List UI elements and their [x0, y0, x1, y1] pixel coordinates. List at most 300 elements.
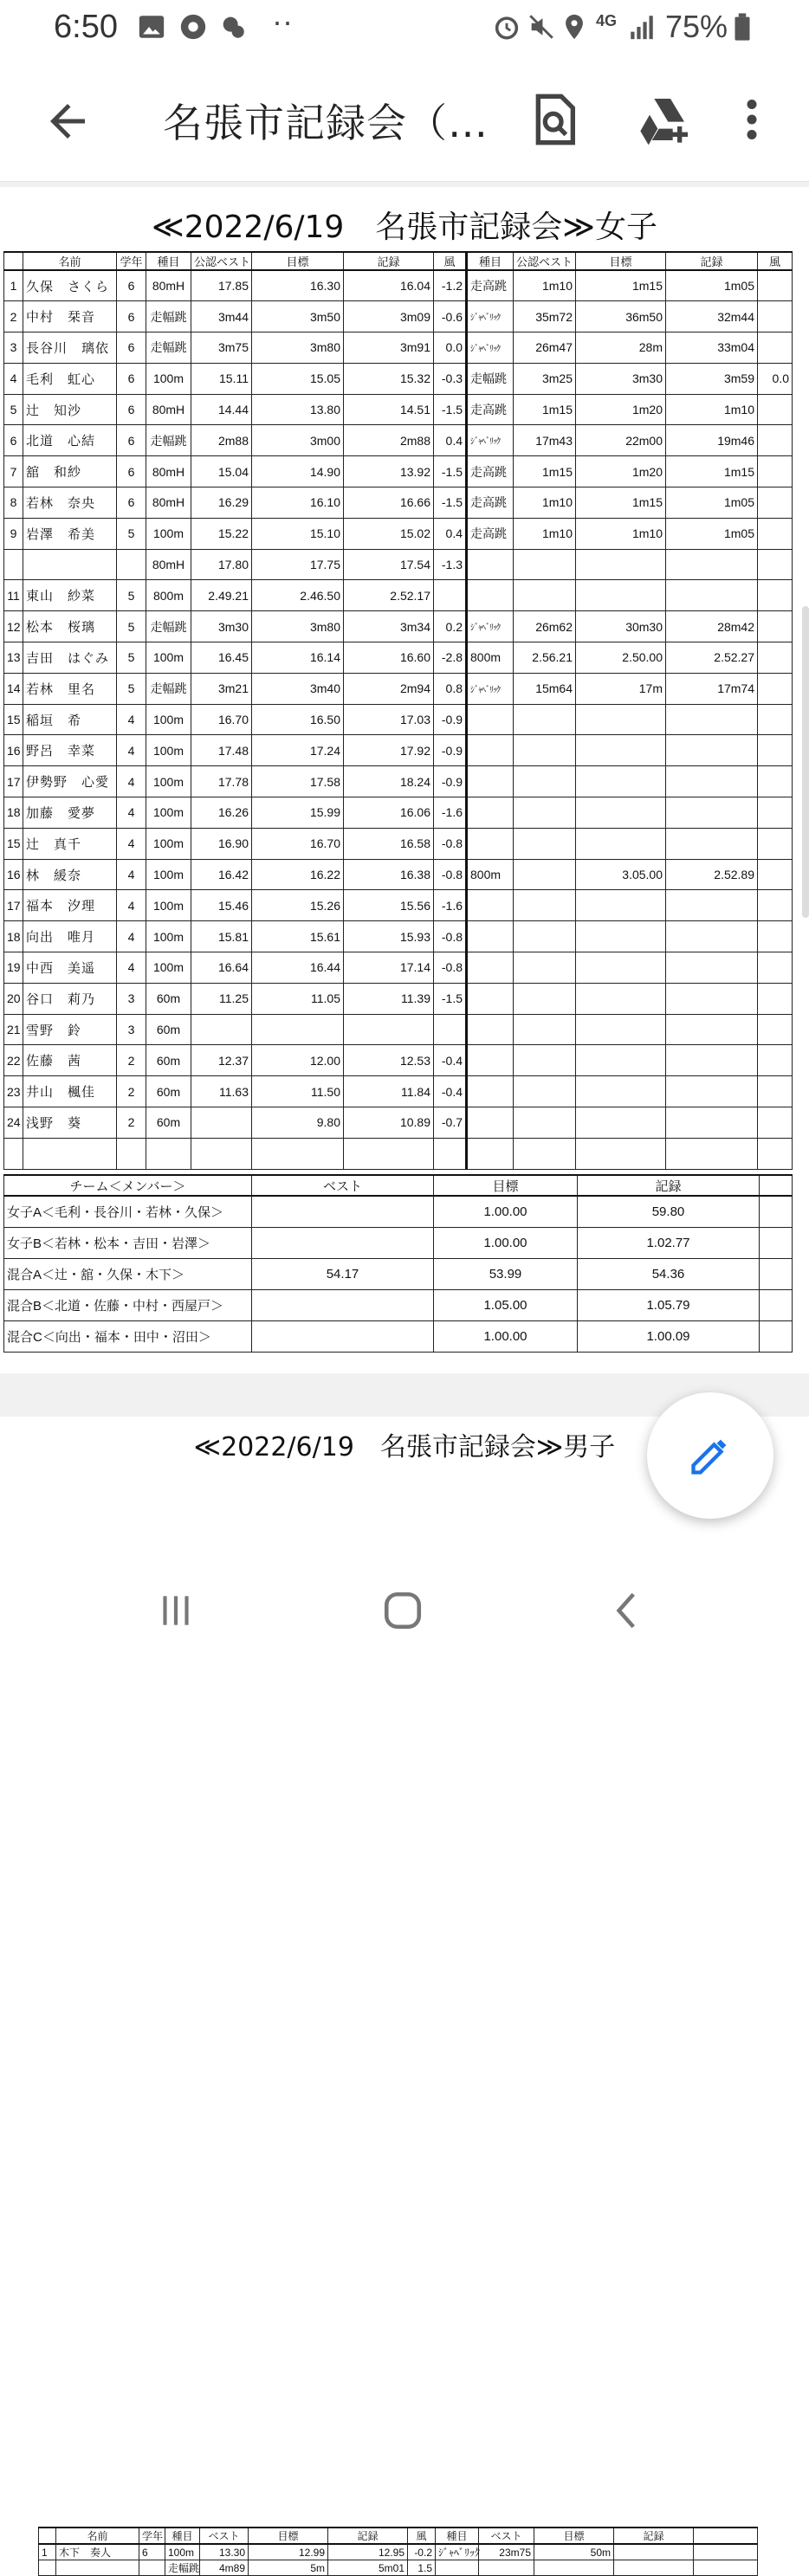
table-cell — [758, 983, 793, 1014]
table-cell: 4 — [117, 797, 146, 829]
boys-header-cell: 風 — [408, 2528, 436, 2544]
table-cell: 14.90 — [252, 456, 344, 487]
table-cell: 17.54 — [344, 549, 434, 580]
table-row — [4, 673, 793, 704]
table-cell: 800m — [146, 580, 191, 611]
table-cell: 0.0 — [758, 363, 793, 394]
header-cell: 公認ベスト — [514, 252, 576, 270]
table-cell: 12 — [4, 611, 23, 642]
table-cell — [576, 890, 666, 921]
scrollbar-thumb[interactable] — [802, 606, 809, 918]
boys-cell-blank — [694, 2560, 758, 2576]
table-cell: 1m10 — [514, 487, 576, 519]
table-cell — [434, 1138, 467, 1169]
table-cell: 2.56.21 — [514, 642, 576, 674]
table-cell: 加藤 愛夢 — [23, 797, 117, 829]
table-cell: 9 — [4, 518, 23, 549]
table-cell: 18 — [4, 797, 23, 829]
table-cell: 13.80 — [252, 394, 344, 425]
table-cell — [467, 1107, 514, 1139]
table-cell: 毛利 虹心 — [23, 363, 117, 394]
table-cell: -0.8 — [434, 859, 467, 890]
table-cell: -0.8 — [434, 921, 467, 952]
table-cell: 8 — [4, 487, 23, 519]
table-cell — [576, 549, 666, 580]
home-icon[interactable] — [381, 1589, 424, 1632]
table-cell: 11 — [4, 580, 23, 611]
table-cell: 4 — [117, 952, 146, 984]
table-cell: 28m — [576, 332, 666, 364]
table-cell: 4 — [117, 859, 146, 890]
table-cell: 走幅跳 — [146, 611, 191, 642]
table-cell: 稲垣 希 — [23, 704, 117, 735]
find-in-document-icon[interactable] — [527, 92, 582, 147]
table-cell: 17.58 — [252, 766, 344, 797]
table-cell: 18.24 — [344, 766, 434, 797]
team-row — [4, 1258, 793, 1289]
table-cell: 0.2 — [434, 611, 467, 642]
table-cell: 26m62 — [514, 611, 576, 642]
battery-icon — [733, 12, 752, 42]
table-cell — [514, 1045, 576, 1076]
boys-cell — [614, 2560, 694, 2576]
table-cell — [758, 487, 793, 519]
header-cell: 公認ベスト — [191, 252, 252, 270]
table-cell: 5 — [117, 611, 146, 642]
table-cell: 3m34 — [344, 611, 434, 642]
table-cell: 16 — [4, 859, 23, 890]
team-cell: 混合C＜向出・福本・田中・沼田＞ — [4, 1320, 252, 1352]
table-cell: 16.70 — [252, 828, 344, 859]
table-cell: -0.4 — [434, 1076, 467, 1107]
table-row — [4, 611, 793, 642]
table-cell: 中村 栞音 — [23, 301, 117, 332]
table-cell — [117, 1138, 146, 1169]
table-cell — [758, 1045, 793, 1076]
table-cell: 0.8 — [434, 673, 467, 704]
table-cell — [514, 1014, 576, 1045]
table-cell — [514, 704, 576, 735]
table-cell — [467, 580, 514, 611]
table-cell: 20 — [4, 983, 23, 1014]
table-cell: -2.8 — [434, 642, 467, 674]
table-cell: 3m50 — [252, 301, 344, 332]
table-cell: 走高跳 — [467, 518, 514, 549]
header-cell: 種目 — [146, 252, 191, 270]
boys-header-cell: 名前 — [56, 2528, 139, 2544]
table-cell: 0.0 — [434, 332, 467, 364]
table-cell — [666, 704, 758, 735]
table-cell — [191, 1107, 252, 1139]
boys-header-cell: ベスト — [479, 2528, 534, 2544]
app-bar — [0, 57, 809, 182]
team-cell: 1.05.79 — [578, 1289, 760, 1320]
document-viewer[interactable] — [0, 182, 809, 2574]
table-cell: 5 — [117, 642, 146, 674]
table-cell: 3m40 — [252, 673, 344, 704]
table-row — [4, 487, 793, 519]
table-cell: 100m — [146, 704, 191, 735]
table-cell — [576, 735, 666, 766]
table-cell — [514, 859, 576, 890]
table-cell: 17m — [576, 673, 666, 704]
table-cell — [467, 1045, 514, 1076]
table-cell — [666, 921, 758, 952]
table-cell: -1.5 — [434, 487, 467, 519]
table-cell — [467, 983, 514, 1014]
table-cell — [576, 1014, 666, 1045]
table-cell: 17.85 — [191, 270, 252, 301]
table-cell: 60m — [146, 1076, 191, 1107]
table-row — [4, 425, 793, 456]
table-cell — [758, 518, 793, 549]
girls-results-table — [3, 251, 793, 1170]
team-cell-blank — [760, 1227, 793, 1258]
table-cell — [576, 766, 666, 797]
table-cell — [758, 828, 793, 859]
table-cell: 舘 和紗 — [23, 456, 117, 487]
boys-cell: 5m01 — [328, 2560, 408, 2576]
table-cell — [758, 766, 793, 797]
header-cell: 目標 — [252, 252, 344, 270]
header-cell-blank — [4, 252, 23, 270]
table-cell: 3m30 — [576, 363, 666, 394]
table-cell: 4 — [117, 828, 146, 859]
table-cell: 16.44 — [252, 952, 344, 984]
table-cell: -1.2 — [434, 270, 467, 301]
boys-cell: 走幅跳 — [165, 2560, 200, 2576]
table-cell — [467, 890, 514, 921]
boys-cell — [39, 2560, 56, 2576]
table-cell: 中西 美遥 — [23, 952, 117, 984]
table-cell — [666, 1076, 758, 1107]
table-cell: 800m — [467, 642, 514, 674]
boys-results-table — [38, 2527, 758, 2576]
team-row — [4, 1289, 793, 1320]
table-cell: ｼﾞｬﾍﾞﾘｯｸ — [467, 673, 514, 704]
table-cell: 11.05 — [252, 983, 344, 1014]
table-cell — [758, 673, 793, 704]
table-cell: 0.4 — [434, 425, 467, 456]
table-cell: 2m94 — [344, 673, 434, 704]
team-cell: 1.05.00 — [434, 1289, 578, 1320]
table-cell — [252, 1138, 344, 1169]
table-cell: 16.06 — [344, 797, 434, 829]
boys-cell: ｼﾞｬﾍﾞﾘｯｸ — [436, 2544, 479, 2560]
table-cell: 谷口 莉乃 — [23, 983, 117, 1014]
table-cell — [758, 456, 793, 487]
table-cell: 17.14 — [344, 952, 434, 984]
table-cell: 3m80 — [252, 611, 344, 642]
table-cell — [666, 983, 758, 1014]
table-cell — [467, 828, 514, 859]
table-cell: 16.29 — [191, 487, 252, 519]
boys-cell: 12.99 — [249, 2544, 328, 2560]
table-cell: 3 — [117, 1014, 146, 1045]
table-cell: 100m — [146, 828, 191, 859]
table-cell: 21 — [4, 1014, 23, 1045]
boys-header-cell: 種目 — [165, 2528, 200, 2544]
table-cell: 100m — [146, 735, 191, 766]
table-cell: 1m15 — [576, 487, 666, 519]
table-cell: 3m75 — [191, 332, 252, 364]
table-cell: 100m — [146, 921, 191, 952]
table-cell: 33m04 — [666, 332, 758, 364]
table-cell: 1m15 — [514, 456, 576, 487]
table-cell: 13.92 — [344, 456, 434, 487]
table-cell: 60m — [146, 1045, 191, 1076]
header-cell: 種目 — [467, 252, 514, 270]
table-cell: 5 — [117, 518, 146, 549]
table-cell: -0.7 — [434, 1107, 467, 1139]
table-cell: 3m30 — [191, 611, 252, 642]
boys-cell: 1 — [39, 2544, 56, 2560]
pencil-icon — [688, 1433, 733, 1478]
table-cell: 走幅跳 — [146, 301, 191, 332]
table-cell: 22m00 — [576, 425, 666, 456]
table-cell — [758, 704, 793, 735]
table-cell: ｼﾞｬﾍﾞﾘｯｸ — [467, 301, 514, 332]
table-cell: -0.3 — [434, 363, 467, 394]
table-cell: 2m88 — [191, 425, 252, 456]
table-cell: 7 — [4, 456, 23, 487]
table-cell: 1 — [4, 270, 23, 301]
table-cell — [758, 859, 793, 890]
table-cell: 向出 唯月 — [23, 921, 117, 952]
table-cell — [758, 1076, 793, 1107]
table-cell: 松本 桜璃 — [23, 611, 117, 642]
table-cell — [514, 766, 576, 797]
back-icon[interactable] — [606, 1589, 650, 1632]
table-cell: 2 — [117, 1076, 146, 1107]
boys-cell: 5m — [249, 2560, 328, 2576]
table-cell: 24 — [4, 1107, 23, 1139]
table-cell: 辻 知沙 — [23, 394, 117, 425]
table-cell: 17.75 — [252, 549, 344, 580]
table-cell: 5 — [117, 580, 146, 611]
table-cell — [576, 1076, 666, 1107]
table-cell — [514, 1107, 576, 1139]
table-cell: 岩澤 希美 — [23, 518, 117, 549]
table-cell: 伊勢野 心愛 — [23, 766, 117, 797]
boys-cell-blank — [694, 2544, 758, 2560]
gallery-icon — [137, 12, 166, 42]
table-cell: 6 — [117, 363, 146, 394]
table-cell — [467, 1014, 514, 1045]
signal-icon — [627, 12, 657, 42]
table-cell: -1.5 — [434, 394, 467, 425]
table-row — [4, 642, 793, 674]
table-cell: 久保 さくら — [23, 270, 117, 301]
team-cell: 混合A＜辻・舘・久保・木下＞ — [4, 1258, 252, 1289]
table-cell: 1m15 — [514, 394, 576, 425]
table-cell — [666, 735, 758, 766]
table-cell — [117, 549, 146, 580]
table-cell: 2.52.17 — [344, 580, 434, 611]
team-cell: 1.00.00 — [434, 1320, 578, 1352]
table-cell — [576, 983, 666, 1014]
add-to-drive-icon[interactable] — [636, 92, 691, 147]
table-row — [4, 332, 793, 364]
table-cell: 15.46 — [191, 890, 252, 921]
table-cell: 1m05 — [666, 518, 758, 549]
table-cell — [576, 797, 666, 829]
table-cell: 0.4 — [434, 518, 467, 549]
boys-header-cell: 学年 — [139, 2528, 165, 2544]
team-cell-blank — [760, 1320, 793, 1352]
boys-cell: 50m — [534, 2544, 614, 2560]
table-cell — [434, 580, 467, 611]
table-cell: 60m — [146, 983, 191, 1014]
boys-header-cell: ベスト — [200, 2528, 249, 2544]
table-cell — [514, 890, 576, 921]
boys-cell: -0.2 — [408, 2544, 436, 2560]
table-cell: 15.22 — [191, 518, 252, 549]
table-cell: 17m74 — [666, 673, 758, 704]
table-cell — [467, 797, 514, 829]
table-cell: -0.9 — [434, 735, 467, 766]
boys-header-cell: 種目 — [436, 2528, 479, 2544]
team-cell: 54.36 — [578, 1258, 760, 1289]
table-cell: 若林 奈央 — [23, 487, 117, 519]
table-cell: 3m44 — [191, 301, 252, 332]
table-cell: 100m — [146, 766, 191, 797]
edit-fab-button[interactable] — [647, 1392, 773, 1519]
table-cell — [666, 580, 758, 611]
table-cell: 3m25 — [514, 363, 576, 394]
team-cell-blank — [760, 1289, 793, 1320]
table-cell: 走高跳 — [467, 394, 514, 425]
document-title: 名張市記録会（… — [163, 100, 489, 146]
table-cell: 1m10 — [666, 394, 758, 425]
table-cell — [467, 735, 514, 766]
table-row — [4, 983, 793, 1014]
table-cell: 17.24 — [252, 735, 344, 766]
table-cell — [758, 1014, 793, 1045]
table-cell — [758, 549, 793, 580]
table-cell: 15.04 — [191, 456, 252, 487]
table-cell: 9.80 — [252, 1107, 344, 1139]
weather-icon — [218, 12, 248, 42]
more-options-icon[interactable] — [735, 92, 769, 147]
team-cell: 1.02.77 — [578, 1227, 760, 1258]
table-cell: 2 — [117, 1045, 146, 1076]
table-cell: 16.04 — [344, 270, 434, 301]
table-cell: 100m — [146, 952, 191, 984]
table-cell: 80mH — [146, 270, 191, 301]
table-cell: 6 — [117, 425, 146, 456]
table-cell — [758, 1138, 793, 1169]
boys-cell — [534, 2560, 614, 2576]
table-cell: -0.8 — [434, 828, 467, 859]
table-cell — [666, 549, 758, 580]
boys-cell — [436, 2560, 479, 2576]
team-cell — [252, 1320, 434, 1352]
team-cell: 53.99 — [434, 1258, 578, 1289]
table-cell — [576, 828, 666, 859]
table-cell — [467, 1138, 514, 1169]
table-cell: 走高跳 — [467, 456, 514, 487]
table-cell: 3m80 — [252, 332, 344, 364]
table-cell: 23 — [4, 1076, 23, 1107]
table-cell: 60m — [146, 1014, 191, 1045]
table-cell: 100m — [146, 859, 191, 890]
table-cell: 12.53 — [344, 1045, 434, 1076]
table-cell: 15.10 — [252, 518, 344, 549]
table-cell: 800m — [467, 859, 514, 890]
table-cell: 福本 汐理 — [23, 890, 117, 921]
table-cell — [666, 1045, 758, 1076]
table-cell: 15.11 — [191, 363, 252, 394]
header-cell-blank — [694, 2528, 758, 2544]
table-cell: 3 — [4, 332, 23, 364]
table-cell — [514, 735, 576, 766]
team-header-cell: ベスト — [252, 1175, 434, 1196]
table-cell: 19m46 — [666, 425, 758, 456]
table-row — [4, 518, 793, 549]
table-row — [4, 952, 793, 984]
table-cell: 15 — [4, 704, 23, 735]
team-cell: 1.00.00 — [434, 1227, 578, 1258]
table-row — [4, 890, 793, 921]
table-cell — [434, 1014, 467, 1045]
table-cell: 15.56 — [344, 890, 434, 921]
table-cell: 3m59 — [666, 363, 758, 394]
table-cell: 2.52.89 — [666, 859, 758, 890]
table-cell: 12.00 — [252, 1045, 344, 1076]
table-cell: 走幅跳 — [146, 673, 191, 704]
table-cell — [576, 704, 666, 735]
table-cell — [576, 580, 666, 611]
table-cell: 走高跳 — [467, 270, 514, 301]
document-page — [0, 187, 809, 1373]
table-cell — [514, 580, 576, 611]
girls-title: ≪2022/6/19 名張市記録会≫女子 — [152, 210, 657, 245]
boys-row — [39, 2560, 758, 2576]
table-cell — [467, 921, 514, 952]
chrome-icon — [178, 12, 208, 42]
table-cell — [666, 828, 758, 859]
table-cell: 17.03 — [344, 704, 434, 735]
table-cell: 浅野 葵 — [23, 1107, 117, 1139]
recent-apps-icon[interactable] — [154, 1589, 197, 1632]
table-cell: 16.66 — [344, 487, 434, 519]
table-cell: 野呂 幸菜 — [23, 735, 117, 766]
table-cell: 100m — [146, 797, 191, 829]
table-cell: 100m — [146, 642, 191, 674]
table-cell: -1.5 — [434, 983, 467, 1014]
team-cell: 1.00.09 — [578, 1320, 760, 1352]
table-cell: 6 — [117, 394, 146, 425]
table-cell: 辻 真千 — [23, 828, 117, 859]
table-cell — [514, 952, 576, 984]
table-row — [4, 580, 793, 611]
table-cell — [514, 1076, 576, 1107]
table-cell — [467, 1076, 514, 1107]
table-cell: 15.81 — [191, 921, 252, 952]
back-arrow-icon[interactable] — [42, 95, 94, 147]
table-row — [4, 766, 793, 797]
table-cell: ｼﾞｬﾍﾞﾘｯｸ — [467, 611, 514, 642]
table-cell: 1m20 — [576, 456, 666, 487]
table-cell: 2m88 — [344, 425, 434, 456]
team-cell-blank — [760, 1258, 793, 1289]
team-cell: 女子A＜毛利・長谷川・若林・久保＞ — [4, 1196, 252, 1227]
table-cell: 11.25 — [191, 983, 252, 1014]
table-row — [4, 549, 793, 580]
alarm-icon — [492, 12, 521, 42]
table-cell — [514, 921, 576, 952]
